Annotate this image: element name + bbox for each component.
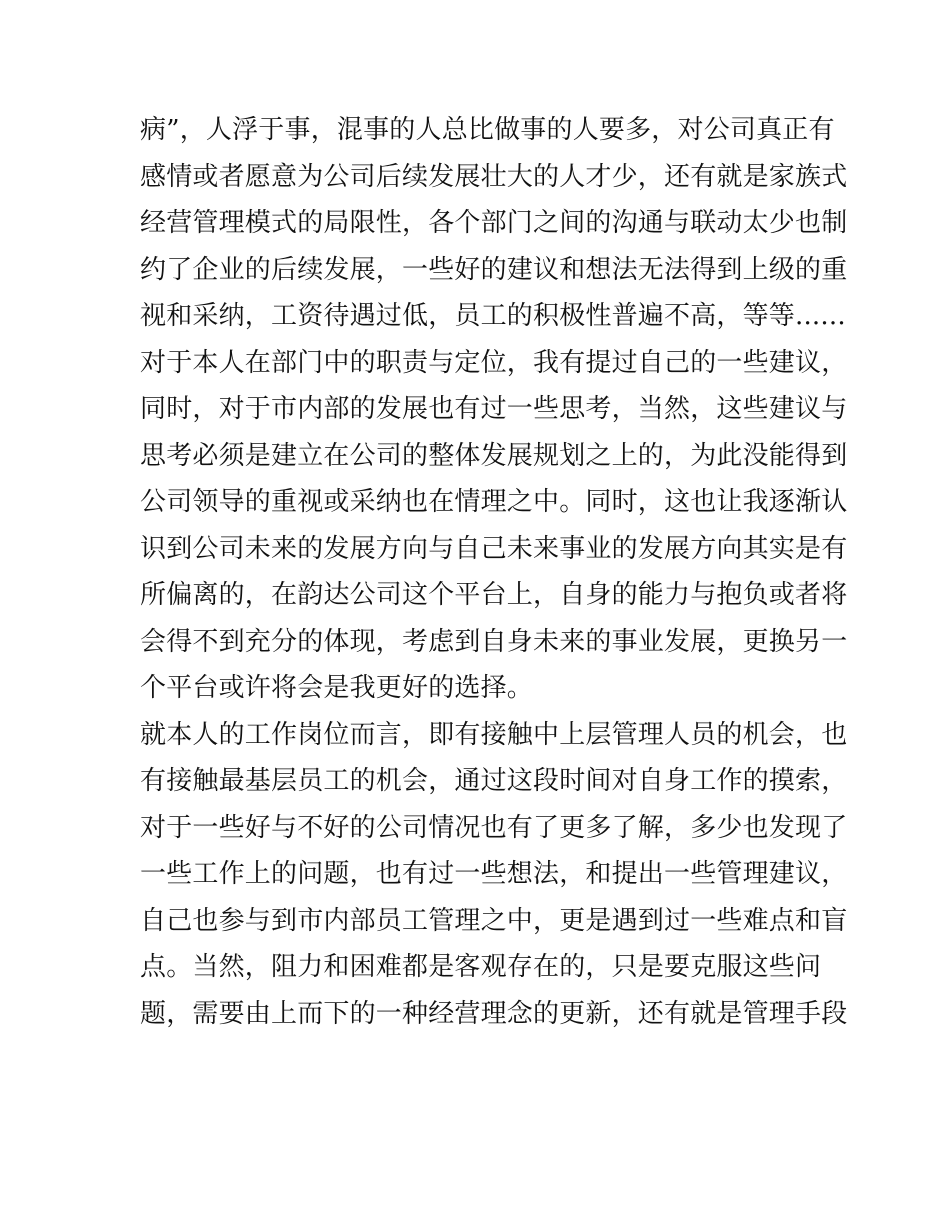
body-text [140, 107, 848, 1037]
text-line: 自己也参与到市内部员工管理之中，更是遇到过一些难点和盲 [140, 905, 848, 936]
text-line: 有接触最基层员工的机会，通过这段时间对自身工作的摸索， [140, 766, 848, 796]
text-line: 所偏离的，在韵达公司这个平台上，自身的能力与抱负或者将 [140, 580, 848, 610]
text-line: 公司领导的重视或采纳也在情理之中。同时，这也让我逐渐认 [140, 487, 848, 517]
text-line: 对于一些好与不好的公司情况也有了更多了解，多少也发现了 [140, 812, 848, 843]
text-line: 题，需要由上而下的一种经营理念的更新，还有就是管理手段 [140, 998, 848, 1029]
text-line: 病”，人浮于事，混事的人总比做事的人要多，对公司真正有 [140, 115, 835, 145]
text-line: 约了企业的后续发展，一些好的建议和想法无法得到上级的重 [140, 254, 848, 285]
text-line: 点。当然，阻力和困难都是客观存在的，只是要克服这些问 [140, 952, 822, 982]
text-line: 一些工作上的问题，也有过一些想法，和提出一些管理建议， [140, 859, 848, 889]
text-line: 个平台或许将会是我更好的选择。 [140, 673, 534, 703]
text-line: 就本人的工作岗位而言，即有接触中上层管理人员的机会，也 [140, 719, 848, 750]
text-line: 识到公司未来的发展方向与自己未来事业的发展方向其实是有 [140, 533, 848, 564]
text-line: 对于本人在部门中的职责与定位，我有提过自己的一些建议， [140, 347, 848, 378]
text-line: 经营管理模式的局限性，各个部门之间的沟通与联动太少也制 [140, 208, 848, 238]
text-line: 同时，对于市内部的发展也有过一些思考，当然，这些建议与 [140, 394, 848, 424]
text-line: 感情或者愿意为公司后续发展壮大的人才少，还有就是家族式 [140, 161, 848, 192]
text-line: 会得不到充分的体现，考虑到自身未来的事业发展，更换另一 [140, 626, 848, 657]
text-line: 思考必须是建立在公司的整体发展规划之上的，为此没能得到 [140, 440, 848, 471]
text-line: 视和采纳，工资待遇过低，员工的积极性普遍不高，等等...... [140, 301, 846, 331]
